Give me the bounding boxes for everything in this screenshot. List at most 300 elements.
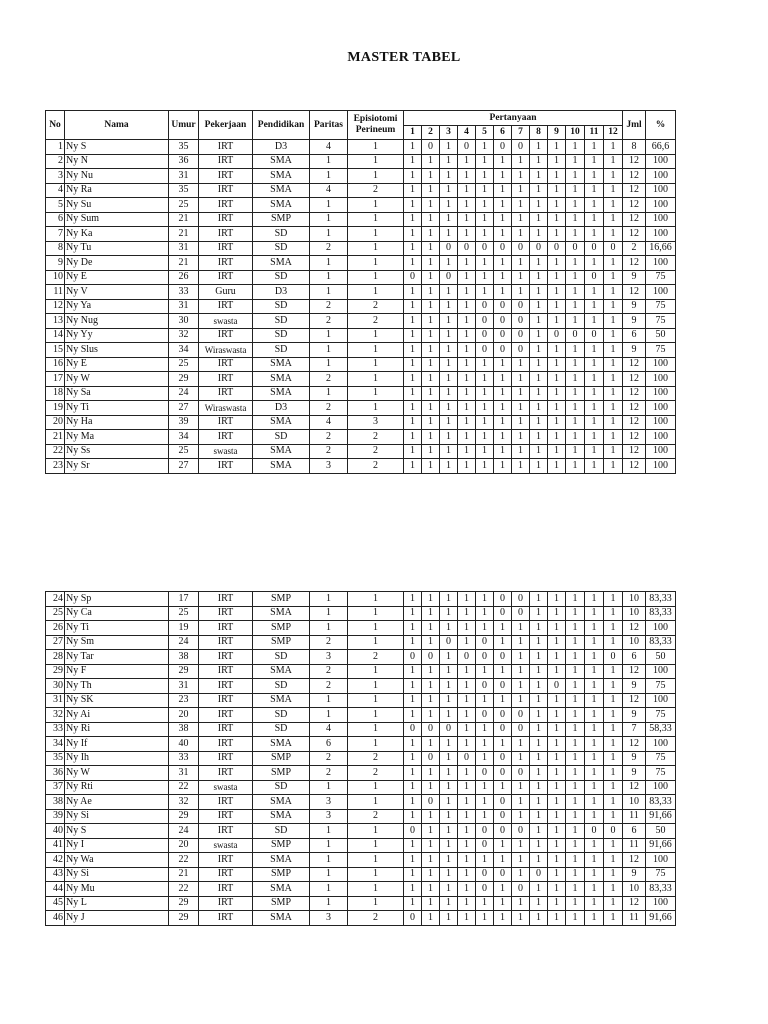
cell-episiotomi: 2 <box>348 444 404 459</box>
cell-answer-q2: 1 <box>422 867 440 882</box>
cell-answer-q8: 1 <box>530 270 548 285</box>
table-row <box>46 198 676 213</box>
cell-answer-q4: 1 <box>458 212 476 227</box>
cell-answer-q3: 1 <box>440 154 458 169</box>
cell-answer-q7: 1 <box>512 664 530 679</box>
cell-answer-q4: 1 <box>458 621 476 636</box>
cell-answer-q3: 1 <box>440 664 458 679</box>
cell-answer-q9: 1 <box>548 838 566 853</box>
cell-jml: 12 <box>623 444 646 459</box>
page-title: MASTER TABEL <box>347 50 461 65</box>
cell-persen: 58,33 <box>646 722 676 737</box>
cell-pekerjaan: IRT <box>199 679 253 694</box>
cell-umur: 27 <box>169 401 199 416</box>
cell-answer-q10: 1 <box>566 737 585 752</box>
cell-answer-q10: 1 <box>566 372 585 387</box>
cell-answer-q1: 1 <box>404 415 422 430</box>
cell-answer-q7: 0 <box>512 882 530 897</box>
cell-paritas: 2 <box>310 299 348 314</box>
cell-answer-q8: 1 <box>530 314 548 329</box>
cell-paritas: 2 <box>310 679 348 694</box>
header-question-2: 2 <box>422 125 440 140</box>
cell-answer-q8: 1 <box>530 328 548 343</box>
cell-answer-q5: 0 <box>476 679 494 694</box>
cell-answer-q11: 1 <box>585 664 604 679</box>
cell-answer-q11: 1 <box>585 299 604 314</box>
cell-nama: Ny SK <box>65 693 169 708</box>
cell-jml: 12 <box>623 285 646 300</box>
header-no: No <box>46 111 65 140</box>
table-row <box>46 882 676 897</box>
cell-pendidikan: SMA <box>253 256 310 271</box>
cell-answer-q7: 1 <box>512 693 530 708</box>
cell-persen: 50 <box>646 650 676 665</box>
cell-answer-q6: 1 <box>494 372 512 387</box>
cell-answer-q5: 1 <box>476 896 494 911</box>
cell-paritas: 4 <box>310 415 348 430</box>
cell-answer-q6: 0 <box>494 299 512 314</box>
cell-pendidikan: SMP <box>253 621 310 636</box>
cell-episiotomi: 1 <box>348 693 404 708</box>
cell-pendidikan: SD <box>253 679 310 694</box>
cell-nama: Ny J <box>65 911 169 926</box>
cell-answer-q4: 1 <box>458 824 476 839</box>
cell-answer-q4: 1 <box>458 635 476 650</box>
cell-nama: Ny De <box>65 256 169 271</box>
cell-answer-q2: 1 <box>422 635 440 650</box>
cell-answer-q7: 0 <box>512 328 530 343</box>
table-row <box>46 664 676 679</box>
cell-answer-q6: 0 <box>494 314 512 329</box>
cell-pendidikan: SD <box>253 722 310 737</box>
cell-answer-q11: 1 <box>585 679 604 694</box>
cell-answer-q10: 1 <box>566 650 585 665</box>
cell-answer-q4: 1 <box>458 795 476 810</box>
cell-answer-q2: 1 <box>422 853 440 868</box>
cell-answer-q9: 1 <box>548 795 566 810</box>
cell-pendidikan: SD <box>253 328 310 343</box>
cell-pendidikan: SMA <box>253 693 310 708</box>
cell-answer-q5: 1 <box>476 809 494 824</box>
cell-answer-q12: 1 <box>604 722 623 737</box>
cell-jml: 12 <box>623 154 646 169</box>
cell-episiotomi: 2 <box>348 809 404 824</box>
cell-pekerjaan: IRT <box>199 635 253 650</box>
cell-pekerjaan: IRT <box>199 169 253 184</box>
cell-answer-q9: 1 <box>548 198 566 213</box>
cell-paritas: 2 <box>310 751 348 766</box>
cell-answer-q4: 1 <box>458 809 476 824</box>
cell-umur: 38 <box>169 650 199 665</box>
cell-jml: 9 <box>623 314 646 329</box>
cell-answer-q7: 1 <box>512 154 530 169</box>
cell-answer-q2: 1 <box>422 314 440 329</box>
cell-answer-q7: 0 <box>512 824 530 839</box>
cell-episiotomi: 1 <box>348 853 404 868</box>
cell-answer-q8: 0 <box>530 241 548 256</box>
cell-answer-q10: 1 <box>566 357 585 372</box>
cell-answer-q6: 1 <box>494 737 512 752</box>
cell-answer-q2: 1 <box>422 737 440 752</box>
cell-answer-q12: 1 <box>604 183 623 198</box>
table-row <box>46 459 676 474</box>
cell-paritas: 2 <box>310 635 348 650</box>
cell-persen: 100 <box>646 256 676 271</box>
cell-answer-q8: 1 <box>530 140 548 155</box>
cell-answer-q1: 1 <box>404 154 422 169</box>
cell-persen: 100 <box>646 169 676 184</box>
header-paritas: Paritas <box>310 111 348 140</box>
table-row <box>46 592 676 607</box>
cell-nama: Ny V <box>65 285 169 300</box>
cell-answer-q3: 1 <box>440 183 458 198</box>
cell-answer-q8: 1 <box>530 708 548 723</box>
header-episiotomi: Episiotomi Perineum <box>348 111 404 140</box>
cell-pendidikan: SMA <box>253 169 310 184</box>
cell-answer-q12: 1 <box>604 430 623 445</box>
cell-jml: 12 <box>623 256 646 271</box>
cell-answer-q11: 0 <box>585 270 604 285</box>
cell-answer-q1: 0 <box>404 911 422 926</box>
cell-umur: 31 <box>169 169 199 184</box>
cell-no: 27 <box>46 635 65 650</box>
header-pekerjaan: Pekerjaan <box>199 111 253 140</box>
cell-pekerjaan: IRT <box>199 606 253 621</box>
cell-answer-q12: 1 <box>604 751 623 766</box>
cell-answer-q3: 1 <box>440 867 458 882</box>
cell-jml: 7 <box>623 722 646 737</box>
cell-answer-q12: 1 <box>604 664 623 679</box>
cell-answer-q6: 1 <box>494 154 512 169</box>
cell-answer-q2: 1 <box>422 256 440 271</box>
cell-answer-q5: 1 <box>476 430 494 445</box>
cell-answer-q12: 1 <box>604 285 623 300</box>
cell-answer-q2: 1 <box>422 606 440 621</box>
cell-answer-q10: 1 <box>566 299 585 314</box>
cell-pendidikan: D3 <box>253 140 310 155</box>
cell-episiotomi: 1 <box>348 227 404 242</box>
cell-answer-q1: 0 <box>404 650 422 665</box>
cell-persen: 16,66 <box>646 241 676 256</box>
cell-answer-q12: 1 <box>604 780 623 795</box>
cell-answer-q12: 1 <box>604 140 623 155</box>
cell-umur: 21 <box>169 867 199 882</box>
cell-umur: 23 <box>169 693 199 708</box>
table-row <box>46 751 676 766</box>
cell-answer-q9: 1 <box>548 270 566 285</box>
cell-answer-q12: 1 <box>604 795 623 810</box>
cell-answer-q4: 1 <box>458 401 476 416</box>
cell-pendidikan: SMP <box>253 766 310 781</box>
cell-answer-q2: 1 <box>422 270 440 285</box>
cell-answer-q10: 1 <box>566 343 585 358</box>
cell-persen: 100 <box>646 780 676 795</box>
cell-answer-q9: 1 <box>548 737 566 752</box>
cell-answer-q6: 1 <box>494 198 512 213</box>
cell-answer-q12: 1 <box>604 838 623 853</box>
cell-answer-q7: 1 <box>512 795 530 810</box>
cell-episiotomi: 1 <box>348 270 404 285</box>
cell-answer-q1: 1 <box>404 227 422 242</box>
cell-answer-q9: 1 <box>548 154 566 169</box>
cell-answer-q7: 1 <box>512 401 530 416</box>
cell-answer-q3: 1 <box>440 343 458 358</box>
cell-persen: 100 <box>646 198 676 213</box>
cell-answer-q3: 1 <box>440 328 458 343</box>
cell-answer-q4: 1 <box>458 299 476 314</box>
cell-answer-q3: 1 <box>440 401 458 416</box>
cell-pekerjaan: IRT <box>199 241 253 256</box>
cell-no: 35 <box>46 751 65 766</box>
cell-answer-q6: 1 <box>494 212 512 227</box>
cell-answer-q8: 1 <box>530 766 548 781</box>
cell-pendidikan: SMA <box>253 357 310 372</box>
cell-answer-q6: 0 <box>494 766 512 781</box>
cell-answer-q6: 0 <box>494 650 512 665</box>
cell-episiotomi: 2 <box>348 299 404 314</box>
cell-jml: 12 <box>623 169 646 184</box>
cell-pendidikan: SMA <box>253 606 310 621</box>
cell-answer-q11: 1 <box>585 766 604 781</box>
cell-answer-q10: 1 <box>566 198 585 213</box>
cell-episiotomi: 1 <box>348 722 404 737</box>
cell-answer-q9: 1 <box>548 635 566 650</box>
cell-no: 22 <box>46 444 65 459</box>
cell-no: 42 <box>46 853 65 868</box>
cell-umur: 33 <box>169 285 199 300</box>
cell-answer-q1: 1 <box>404 737 422 752</box>
cell-answer-q4: 1 <box>458 198 476 213</box>
cell-no: 8 <box>46 241 65 256</box>
table-body-part-1 <box>46 140 676 474</box>
cell-answer-q2: 0 <box>422 751 440 766</box>
cell-jml: 9 <box>623 867 646 882</box>
cell-no: 20 <box>46 415 65 430</box>
table-row <box>46 795 676 810</box>
cell-answer-q10: 1 <box>566 285 585 300</box>
cell-answer-q5: 1 <box>476 154 494 169</box>
cell-answer-q1: 0 <box>404 722 422 737</box>
table-row <box>46 606 676 621</box>
header-pendidikan: Pendidikan <box>253 111 310 140</box>
cell-answer-q8: 1 <box>530 780 548 795</box>
cell-pendidikan: SMA <box>253 183 310 198</box>
cell-pekerjaan: IRT <box>199 299 253 314</box>
cell-pekerjaan: swasta <box>199 780 253 795</box>
cell-umur: 27 <box>169 459 199 474</box>
cell-paritas: 1 <box>310 824 348 839</box>
cell-jml: 12 <box>623 780 646 795</box>
cell-persen: 100 <box>646 357 676 372</box>
cell-answer-q7: 1 <box>512 386 530 401</box>
cell-answer-q2: 1 <box>422 824 440 839</box>
cell-pendidikan: SD <box>253 314 310 329</box>
cell-persen: 100 <box>646 693 676 708</box>
cell-answer-q10: 1 <box>566 882 585 897</box>
cell-pendidikan: SMA <box>253 386 310 401</box>
cell-answer-q3: 1 <box>440 650 458 665</box>
cell-answer-q1: 1 <box>404 838 422 853</box>
cell-episiotomi: 1 <box>348 635 404 650</box>
cell-paritas: 1 <box>310 343 348 358</box>
cell-pekerjaan: swasta <box>199 838 253 853</box>
cell-answer-q9: 1 <box>548 372 566 387</box>
cell-answer-q2: 0 <box>422 140 440 155</box>
cell-persen: 100 <box>646 737 676 752</box>
table-row <box>46 372 676 387</box>
cell-answer-q10: 1 <box>566 853 585 868</box>
cell-answer-q4: 1 <box>458 766 476 781</box>
cell-answer-q5: 1 <box>476 198 494 213</box>
cell-answer-q10: 1 <box>566 679 585 694</box>
cell-pekerjaan: IRT <box>199 664 253 679</box>
cell-answer-q8: 1 <box>530 415 548 430</box>
cell-nama: Ny E <box>65 357 169 372</box>
cell-answer-q12: 1 <box>604 809 623 824</box>
cell-jml: 6 <box>623 824 646 839</box>
cell-paritas: 1 <box>310 867 348 882</box>
cell-pekerjaan: IRT <box>199 722 253 737</box>
table-row <box>46 169 676 184</box>
cell-answer-q10: 1 <box>566 169 585 184</box>
cell-answer-q12: 1 <box>604 592 623 607</box>
cell-answer-q7: 1 <box>512 867 530 882</box>
cell-umur: 22 <box>169 882 199 897</box>
cell-paritas: 1 <box>310 285 348 300</box>
cell-umur: 24 <box>169 386 199 401</box>
cell-pekerjaan: IRT <box>199 212 253 227</box>
cell-answer-q6: 0 <box>494 343 512 358</box>
cell-episiotomi: 3 <box>348 415 404 430</box>
cell-answer-q2: 1 <box>422 198 440 213</box>
cell-answer-q1: 0 <box>404 270 422 285</box>
cell-answer-q6: 1 <box>494 882 512 897</box>
cell-answer-q9: 1 <box>548 183 566 198</box>
cell-no: 23 <box>46 459 65 474</box>
cell-episiotomi: 1 <box>348 198 404 213</box>
cell-pekerjaan: Wiraswasta <box>199 401 253 416</box>
cell-answer-q1: 1 <box>404 183 422 198</box>
cell-nama: Ny Ya <box>65 299 169 314</box>
cell-answer-q7: 1 <box>512 169 530 184</box>
cell-paritas: 3 <box>310 795 348 810</box>
cell-nama: Ny N <box>65 154 169 169</box>
cell-answer-q2: 1 <box>422 809 440 824</box>
cell-answer-q5: 0 <box>476 867 494 882</box>
cell-answer-q6: 0 <box>494 328 512 343</box>
cell-nama: Ny Nug <box>65 314 169 329</box>
cell-umur: 25 <box>169 606 199 621</box>
cell-answer-q5: 1 <box>476 737 494 752</box>
cell-answer-q4: 1 <box>458 227 476 242</box>
cell-persen: 91,66 <box>646 809 676 824</box>
cell-answer-q7: 1 <box>512 415 530 430</box>
cell-episiotomi: 1 <box>348 838 404 853</box>
cell-answer-q12: 1 <box>604 357 623 372</box>
cell-answer-q9: 1 <box>548 386 566 401</box>
cell-answer-q9: 1 <box>548 140 566 155</box>
cell-answer-q5: 1 <box>476 357 494 372</box>
cell-answer-q1: 1 <box>404 241 422 256</box>
cell-answer-q5: 1 <box>476 270 494 285</box>
cell-answer-q1: 1 <box>404 766 422 781</box>
cell-answer-q4: 1 <box>458 722 476 737</box>
cell-answer-q10: 1 <box>566 780 585 795</box>
cell-answer-q1: 1 <box>404 780 422 795</box>
cell-answer-q11: 0 <box>585 824 604 839</box>
cell-answer-q10: 1 <box>566 751 585 766</box>
cell-persen: 100 <box>646 227 676 242</box>
cell-pendidikan: SMP <box>253 635 310 650</box>
cell-episiotomi: 1 <box>348 795 404 810</box>
cell-nama: Ny Ss <box>65 444 169 459</box>
cell-pekerjaan: IRT <box>199 459 253 474</box>
cell-answer-q1: 1 <box>404 867 422 882</box>
cell-answer-q6: 0 <box>494 809 512 824</box>
cell-episiotomi: 1 <box>348 372 404 387</box>
cell-answer-q5: 1 <box>476 212 494 227</box>
cell-nama: Ny Yy <box>65 328 169 343</box>
cell-paritas: 3 <box>310 809 348 824</box>
cell-pekerjaan: IRT <box>199 183 253 198</box>
cell-pekerjaan: IRT <box>199 154 253 169</box>
cell-answer-q4: 1 <box>458 459 476 474</box>
cell-answer-q4: 1 <box>458 882 476 897</box>
cell-episiotomi: 1 <box>348 343 404 358</box>
cell-pekerjaan: IRT <box>199 708 253 723</box>
cell-jml: 12 <box>623 372 646 387</box>
cell-answer-q3: 1 <box>440 357 458 372</box>
cell-answer-q9: 0 <box>548 241 566 256</box>
cell-answer-q1: 1 <box>404 198 422 213</box>
cell-umur: 29 <box>169 911 199 926</box>
cell-answer-q4: 0 <box>458 241 476 256</box>
cell-answer-q7: 1 <box>512 911 530 926</box>
cell-episiotomi: 1 <box>348 357 404 372</box>
cell-nama: Ny F <box>65 664 169 679</box>
cell-jml: 12 <box>623 415 646 430</box>
cell-answer-q9: 1 <box>548 227 566 242</box>
cell-answer-q2: 1 <box>422 459 440 474</box>
cell-answer-q5: 0 <box>476 824 494 839</box>
cell-persen: 100 <box>646 459 676 474</box>
cell-paritas: 2 <box>310 444 348 459</box>
cell-answer-q11: 1 <box>585 285 604 300</box>
cell-episiotomi: 1 <box>348 592 404 607</box>
cell-episiotomi: 2 <box>348 183 404 198</box>
cell-umur: 22 <box>169 780 199 795</box>
cell-jml: 9 <box>623 751 646 766</box>
cell-answer-q10: 0 <box>566 241 585 256</box>
cell-answer-q11: 1 <box>585 592 604 607</box>
cell-pendidikan: SD <box>253 241 310 256</box>
cell-answer-q7: 1 <box>512 853 530 868</box>
cell-episiotomi: 2 <box>348 911 404 926</box>
cell-nama: Ny Sa <box>65 386 169 401</box>
cell-nama: Ny Th <box>65 679 169 694</box>
cell-answer-q9: 1 <box>548 415 566 430</box>
cell-answer-q7: 1 <box>512 444 530 459</box>
cell-jml: 2 <box>623 241 646 256</box>
cell-jml: 10 <box>623 882 646 897</box>
cell-answer-q2: 1 <box>422 401 440 416</box>
cell-answer-q10: 1 <box>566 708 585 723</box>
cell-answer-q7: 0 <box>512 722 530 737</box>
header-question-3: 3 <box>440 125 458 140</box>
cell-answer-q12: 0 <box>604 241 623 256</box>
cell-no: 32 <box>46 708 65 723</box>
cell-no: 14 <box>46 328 65 343</box>
